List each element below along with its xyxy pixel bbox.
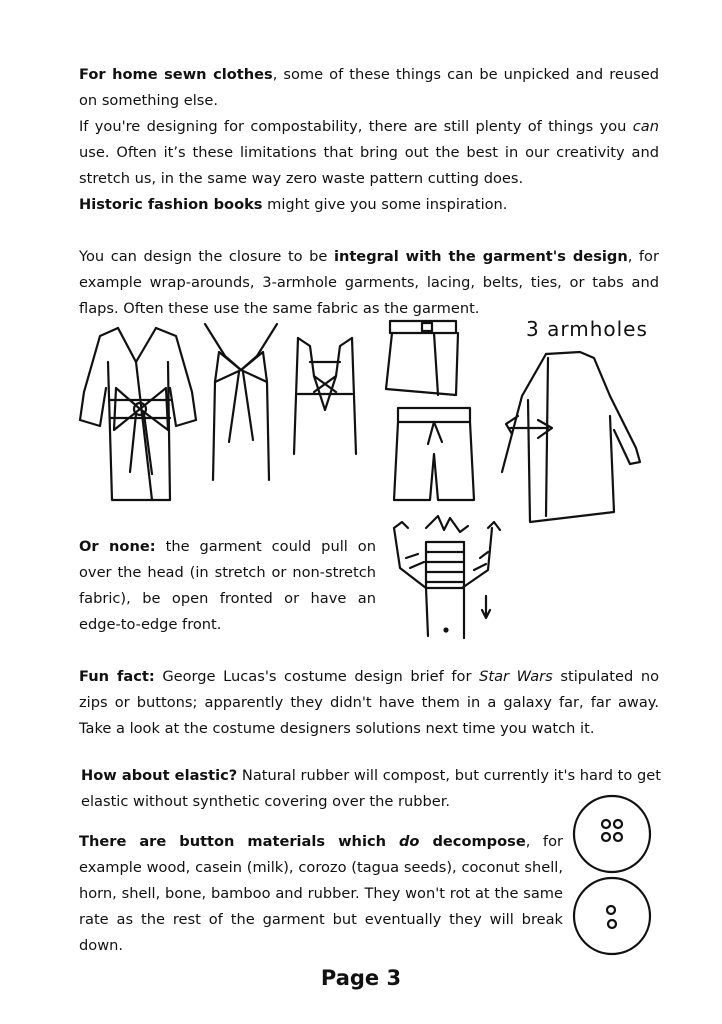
paragraph-integral-closure: You can design the closure to be integral with the garment's design, for example wrap-arounds, 3-armhole garments, lacing, belts, ties, or tabs and flaps. Often these use the same fabric as the garment. [79,248,659,317]
four-hole-button-icon [572,794,652,874]
bold-text: integral with the garment's design [333,248,628,265]
bold-text: There are button materials which [79,833,399,850]
wrap-robe-icon [78,322,198,502]
paragraph-or-none: Or none: the garment could pull on over the head (in stretch or non-stretch fabric), be open fronted or have an edge-to-edge front. [79,538,376,633]
bold-text: How about elastic? [81,767,238,784]
bold-text: Or none: [79,538,156,555]
paragraph-fun-fact: Fun fact: George Lucas's costume design brief for Star Wars stipulated no zips or buttons; apparently they didn't have them in a galaxy far, far away. Take a look at the costume designers solutions next time you watch it. [79,668,660,737]
bold-text: Historic fashion books [79,196,263,213]
paragraph-historic-books: Historic fashion books might give you some inspiration. [79,196,508,213]
bold-text: For home sewn clothes [79,66,273,83]
bold-text: Fun fact: [79,668,155,685]
page-number: Page 3 [320,966,402,990]
armholes-label: 3 armholes [526,317,648,341]
paragraph-home-sewn: For home sewn clothes, some of these things can be unpicked and reused on something else. [79,66,659,109]
pullover-person-icon [388,512,504,644]
drawstring-shorts-icon [392,404,476,504]
tab-skirt-icon [384,319,464,399]
three-armhole-garment-icon [498,312,658,524]
paragraph-button-materials: There are button materials which do decompose, for example wood, casein (milk), corozo (tagua seeds), coconut shell, horn, shell, bone, bamboo and rubber. They won't rot at the same rate as the rest of the garment but eventually they will break down. [79,833,563,954]
paragraph-elastic: How about elastic? Natural rubber will compost, but currently it's hard to get elastic without synthetic covering over the rubber. [81,767,661,810]
neck-tie-icon [201,322,281,482]
lacing-top-icon [288,336,362,456]
paragraph-compostability: If you're designing for compostability, there are still plenty of things you can use. Often it’s these limitations that bring out the best in our creativity and stretch us, in the same way zero waste pattern cutting does. [79,118,659,187]
two-hole-button-icon [572,876,652,956]
